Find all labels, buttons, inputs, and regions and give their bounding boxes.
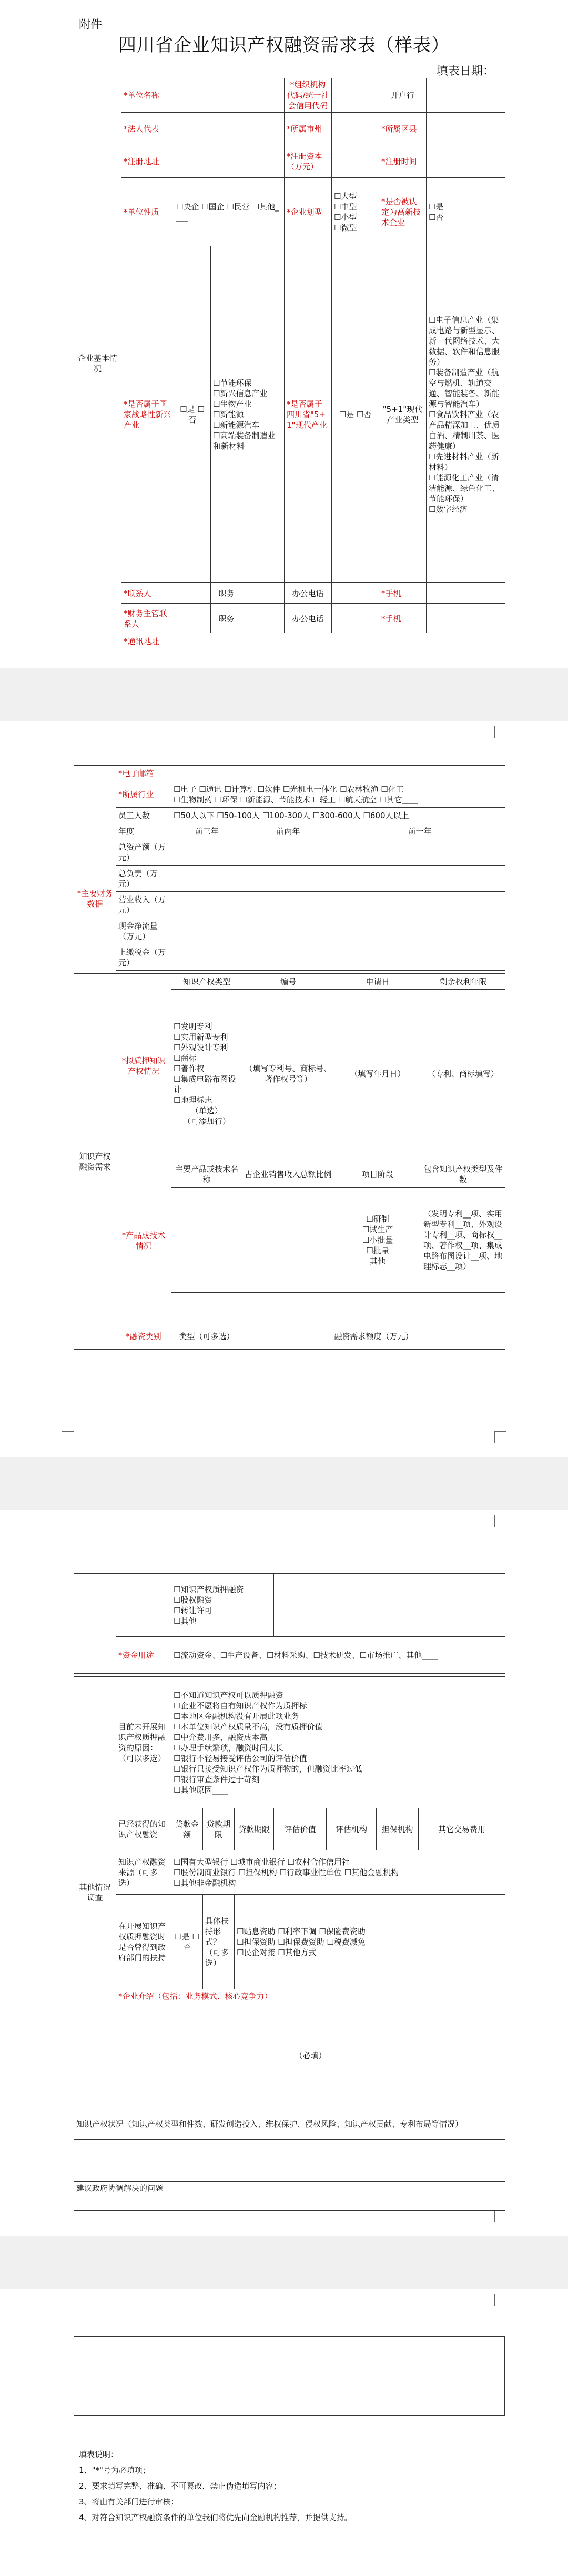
other-cost-head: 其它交易费用: [419, 1808, 505, 1850]
five-one-opt[interactable]: ☐能源化工产业（清洁能源、绿色化工、节能环保）: [429, 472, 500, 504]
year-2: 前两年: [242, 823, 334, 839]
high-tech-label: *是否被认定为高新技术企业: [379, 178, 427, 246]
five-one-label: *是否属于四川省"5+1"现代产业: [285, 246, 332, 583]
five-one-opt[interactable]: ☐装备制造产业（航空与燃机、轨道交通、智能装备、新能源与智能汽车）: [429, 367, 500, 409]
prod-ratio-head: 占企业销售收入总额比例: [242, 1161, 334, 1188]
fin-row-label: 现金净流量（万元）: [116, 918, 171, 944]
contact-field[interactable]: [174, 583, 211, 604]
prod-cell[interactable]: [242, 1293, 334, 1306]
eval-price-head: 评估价值: [274, 1808, 327, 1850]
prod-stage-opt[interactable]: 其他: [369, 1256, 386, 1266]
reason-opt[interactable]: ☐中介费用多，融资成本高: [174, 1732, 268, 1742]
fin-cell[interactable]: [242, 944, 334, 971]
unit-name-label: *单位名称: [121, 78, 174, 113]
legal-rep-label: *法人代表: [121, 113, 174, 145]
support-opt-row[interactable]: ☐民企对接 ☐其他方式: [237, 1947, 317, 1957]
prod-cell[interactable]: [334, 1306, 421, 1320]
ip-date-hint[interactable]: （填写年月日）: [334, 990, 421, 1158]
industry-options[interactable]: [171, 781, 505, 808]
support-yes-no[interactable]: ☐是 ☐否: [171, 1895, 203, 1989]
product-label: *产品成技术情况: [116, 1161, 171, 1320]
pledge-type-opt[interactable]: ☐转让许可: [174, 1605, 212, 1615]
ip-type-note: （单选）: [190, 1105, 222, 1115]
instruction-item: 2、要求填写完整、准确、不可篡改，禁止伪造填写内容；: [79, 2481, 281, 2491]
ip-status-field[interactable]: [74, 2140, 505, 2182]
not-pledged-label: 目前未开展知识产权质押融资的原因：（可以多选）: [116, 1677, 171, 1808]
support-opt-row[interactable]: ☐担保资助 ☐担保费资助 ☐税费减免: [237, 1937, 366, 1947]
prod-name-head: 主要产品或技术名称: [171, 1161, 242, 1188]
finance-office-phone-field[interactable]: [332, 604, 379, 633]
prod-cell[interactable]: [334, 1293, 421, 1306]
ip-type-options[interactable]: [171, 990, 242, 1158]
blank-cell: [116, 1574, 171, 1637]
legal-rep-field[interactable]: [174, 113, 285, 145]
fin-row-label: 营业收入（万元）: [116, 892, 171, 918]
five-one-opt[interactable]: ☐食品饮料产业（农产品精深加工、优质白酒、精制川茶、医药健康）: [429, 409, 500, 451]
gov-issue-label: 建议政府协调解决的问题: [74, 2182, 505, 2195]
crop-mark: [62, 2294, 74, 2306]
support-opt-row[interactable]: ☐贴息资助 ☐利率下调 ☐保险费资助: [237, 1926, 366, 1936]
crop-mark: [62, 1515, 74, 1527]
prod-ip-hint[interactable]: （发明专利__项、实用新型专利__项、外观设计专利__项、商标权__项、著作权__项、集成电路布图设计__项、地理标志__项）: [421, 1188, 505, 1293]
scale-micro[interactable]: ☐微型: [334, 223, 357, 233]
fin-type-label: *融资类别: [116, 1323, 171, 1350]
intro-label: *企业介绍（包括：业务模式、核心竞争力）: [116, 1989, 505, 2003]
page-2: [0, 721, 568, 1457]
emerging-opt[interactable]: ☐生物产业: [213, 399, 252, 409]
pledge-type-opt[interactable]: ☐其他: [174, 1616, 197, 1626]
prod-stage-opt[interactable]: ☐研制: [366, 1214, 389, 1224]
reg-capital-field[interactable]: [332, 145, 379, 178]
org-code-label: *组织机构代码/统一社会信用代码: [285, 78, 332, 113]
ip-term-head: 剩余权利年限: [421, 974, 505, 990]
bank-field[interactable]: [427, 78, 505, 113]
usage-options[interactable]: ☐流动资金、☐生产设备、☐材料采购、☐技术研发、☐市场推广、其他____: [171, 1637, 505, 1674]
bank-label: 开户行: [379, 78, 427, 113]
ip-type-opt[interactable]: ☐著作权: [174, 1063, 205, 1073]
page-title: 四川省企业知识产权融资需求表（样表）: [118, 35, 450, 56]
emerging-opt[interactable]: ☐高端装备制造业和新材料: [213, 430, 276, 451]
crop-mark: [494, 2210, 506, 2222]
usage-label: *资金用途: [116, 1637, 171, 1674]
section-ip: 知识产权融资需求: [74, 974, 116, 1350]
five-one-opt[interactable]: ☐数字经济: [429, 504, 468, 514]
scale-small[interactable]: ☐小型: [334, 212, 357, 222]
loan-term-head: 贷款期限: [235, 1808, 274, 1850]
basic-info-table: [74, 78, 505, 649]
industry-label: *所属行业: [116, 781, 171, 808]
year-1: 前一年: [334, 823, 505, 839]
crop-mark: [494, 2294, 506, 2306]
support-form-label: 具体扶持形式？（可多选）: [203, 1895, 235, 1989]
guarantor-head: 担保机构: [377, 1808, 419, 1850]
unit-name-field[interactable]: [174, 78, 285, 113]
reason-opt[interactable]: ☐本地区金融机构没有开展此项业务: [174, 1711, 299, 1721]
instructions-head: 填表说明：: [79, 2450, 119, 2459]
fin-cell[interactable]: [242, 866, 334, 892]
support-label: 在开展知识产权质押融资时是否曾得到政府部门的扶持: [116, 1895, 171, 1989]
reason-opt[interactable]: ☐银行审查条件过于苛刻: [174, 1774, 260, 1784]
district-field[interactable]: [427, 113, 505, 145]
gov-issue-continued-field[interactable]: [74, 2337, 505, 2416]
ip-term-hint[interactable]: （专利、商标填写）: [421, 990, 505, 1158]
blank-cell: [74, 766, 116, 823]
fin-cell[interactable]: [242, 839, 334, 866]
blank-cell: [74, 1574, 116, 1674]
scale-medium[interactable]: ☐中型: [334, 202, 357, 212]
unit-nature-options[interactable]: ☐央企 ☐国企 ☐民营 ☐其他____: [174, 178, 285, 246]
pledge-type-opt[interactable]: ☐股权融资: [174, 1595, 212, 1605]
fin-cell[interactable]: [242, 918, 334, 944]
unit-nature-label: *单位性质: [121, 178, 174, 246]
instructions: [79, 2447, 500, 2525]
pledge-type-options[interactable]: [171, 1574, 274, 1637]
prod-stage-opt[interactable]: ☐小批量: [362, 1235, 393, 1245]
instruction-item: 3、将由有关部门进行审核；: [79, 2497, 179, 2507]
fin-cell[interactable]: [334, 866, 505, 892]
source-opt-row[interactable]: ☐其他非金融机构: [174, 1878, 236, 1888]
obtained-label: 已经获得的知识产权融资: [116, 1808, 171, 1850]
emerging-yes-no[interactable]: ☐是 ☐否: [174, 246, 211, 583]
org-code-field[interactable]: [332, 78, 379, 113]
city-field[interactable]: [332, 113, 379, 145]
ip-type-opt[interactable]: ☐商标: [174, 1053, 197, 1063]
emerging-opt[interactable]: ☐节能环保: [213, 378, 252, 388]
fin-amount-label: 融资需求额度（万元）: [242, 1323, 505, 1350]
prod-cell[interactable]: [421, 1306, 505, 1320]
reg-time-label: *注册时间: [379, 145, 427, 178]
reason-options[interactable]: [171, 1677, 505, 1808]
contact-duty-label: 职务: [211, 583, 242, 604]
emerging-opt[interactable]: ☐新能源汽车: [213, 420, 260, 430]
fin-cell[interactable]: [334, 944, 505, 971]
instruction-item: 4、对符合知识产权融资条件的单位我们将优先向金融机构推荐，并提供支持。: [79, 2513, 352, 2522]
emerging-label: *是否属于国家战略性新兴产业: [121, 246, 174, 583]
finance-mobile-field[interactable]: [427, 604, 505, 633]
fin-row-label: 上缴税金（万元）: [116, 944, 171, 971]
prod-stage-options[interactable]: [334, 1188, 421, 1293]
emerging-options[interactable]: [211, 246, 285, 583]
finance-ip-table: [74, 765, 505, 1350]
fin-cell[interactable]: [171, 866, 242, 892]
gov-issue-continued: [74, 2336, 505, 2416]
reason-opt[interactable]: ☐企业不愿将自有知识产权作为质押标: [174, 1700, 307, 1710]
ip-type-opt[interactable]: ☐发明专利: [174, 1021, 212, 1031]
ip-type-opt[interactable]: ☐集成电路布图设计: [174, 1074, 236, 1094]
prod-cell[interactable]: [171, 1306, 242, 1320]
loan-amount-head: 贷款期限: [203, 1808, 235, 1850]
ip-no-hint[interactable]: （填写专利号、商标号、著作权号等）: [242, 990, 334, 1158]
staff-options[interactable]: ☐50人以下 ☐50-100人 ☐100-300人 ☐300-600人 ☐600人以上: [171, 808, 505, 823]
other-info-table: [74, 1573, 505, 2211]
emerging-opt[interactable]: ☐新能源: [213, 409, 244, 419]
scale-large[interactable]: ☐大型: [334, 191, 357, 201]
email-field[interactable]: [171, 766, 505, 781]
section-other: 其他情况调查: [74, 1677, 116, 2108]
prod-stage-opt[interactable]: ☐批量: [366, 1245, 389, 1255]
crop-mark: [62, 2210, 74, 2222]
page-1: [0, 0, 568, 668]
fin-cell[interactable]: [171, 839, 242, 866]
high-tech-yes[interactable]: ☐是: [429, 202, 444, 212]
reason-opt[interactable]: ☐银行不轻易接受评估公司的评估价值: [174, 1753, 307, 1763]
contact-mobile-field[interactable]: [427, 583, 505, 604]
pledge-type-opt[interactable]: ☐知识产权质押融资: [174, 1584, 244, 1594]
prod-ratio-field[interactable]: [242, 1188, 334, 1293]
high-tech-no[interactable]: ☐否: [429, 212, 444, 222]
ip-type-head: 知识产权类型: [171, 974, 242, 990]
fin-row-label: 总资产额（万元）: [116, 839, 171, 866]
ip-no-head: 编号: [242, 974, 334, 990]
reason-opt[interactable]: ☐其他原因____: [174, 1785, 228, 1795]
section-finance: *主要财务数据: [74, 823, 116, 974]
finance-mobile-label: *手机: [379, 604, 427, 633]
page-3: [0, 1510, 568, 2236]
source-label: 知识产权融资来源（可多选）: [116, 1850, 171, 1895]
staff-label: 员工人数: [116, 808, 171, 823]
pledge-amount-field[interactable]: [274, 1574, 505, 1637]
five-one-options[interactable]: [427, 246, 505, 583]
finance-head-label: *财务主管联系人: [121, 604, 174, 633]
district-label: *所属区县: [379, 113, 427, 145]
reg-time-field[interactable]: [427, 145, 505, 178]
contact-label: *联系人: [121, 583, 174, 604]
finance-head-field[interactable]: [174, 604, 211, 633]
city-label: *所属市州: [285, 113, 332, 145]
reg-address-label: *注册地址: [121, 145, 174, 178]
reason-opt[interactable]: ☐本单位知识产权质量不高，没有质押价值: [174, 1722, 323, 1732]
finance-duty-field[interactable]: [242, 604, 285, 633]
emerging-opt[interactable]: ☐新兴信息产业: [213, 388, 268, 398]
prod-stage-head: 项目阶段: [334, 1161, 421, 1188]
fin-cell[interactable]: [334, 918, 505, 944]
industry-opts-row[interactable]: ☐电子 ☐通讯 ☐计算机 ☐软件 ☐光机电一体化 ☐农林牧渔 ☐化工: [174, 784, 404, 794]
fin-cell[interactable]: [334, 892, 505, 918]
five-one-type-label: "5+1"现代产业类型: [379, 246, 427, 583]
contact-duty-field[interactable]: [242, 583, 285, 604]
year-3: 前三年: [171, 823, 242, 839]
eval-org-head: 评估机构: [327, 1808, 377, 1850]
five-one-opt[interactable]: ☐先进材料产业（新材料）: [429, 451, 499, 472]
mail-address-field[interactable]: [174, 633, 505, 649]
source-options[interactable]: [171, 1850, 505, 1895]
scale-label: *企业划型: [285, 178, 332, 246]
crop-mark: [494, 726, 506, 738]
prod-cell[interactable]: [421, 1293, 505, 1306]
industry-opts-row[interactable]: ☐生物制药 ☐环保 ☐新能源、节能技术 ☐轻工 ☐航天航空 ☐其它____: [174, 794, 418, 804]
high-tech-options[interactable]: [427, 178, 505, 246]
ip-type-opt[interactable]: ☐地理标志: [174, 1095, 212, 1105]
contact-mobile-label: *手机: [379, 583, 427, 604]
instruction-item: 1、"*"号为必填项；: [79, 2466, 150, 2475]
ip-status-label: 知识产权状况（知识产权类型和件数、研发创造投入、维权保护、侵权风险、知识产权贡献、专利布局等情况）: [74, 2108, 505, 2140]
reason-opt[interactable]: ☐不知道知识产权可以质押融资: [174, 1690, 283, 1700]
prod-ip-head: 包含知识产权类型及件数: [421, 1161, 505, 1188]
fin-cell[interactable]: [242, 892, 334, 918]
prod-cell[interactable]: [242, 1306, 334, 1320]
reg-capital-label: *注册资本（万元）: [285, 145, 332, 178]
gov-issue-field[interactable]: [74, 2195, 505, 2211]
ip-date-head: 申请日: [334, 974, 421, 990]
prod-stage-opt[interactable]: ☐试生产: [362, 1224, 393, 1234]
finance-duty-label: 职务: [211, 604, 242, 633]
crop-mark: [62, 726, 74, 738]
crop-mark: [62, 1431, 74, 1443]
intro-field[interactable]: （必填）: [116, 2003, 505, 2108]
contact-office-phone-label: 办公电话: [285, 583, 332, 604]
fin-cell[interactable]: [334, 839, 505, 866]
five-one-yes-no[interactable]: ☐是 ☐否: [332, 246, 379, 583]
reason-opt[interactable]: ☐银行只接受知识产权作为质押物的，但融资比率过低: [174, 1764, 362, 1774]
prod-cell[interactable]: [171, 1293, 242, 1306]
fin-cell[interactable]: [171, 892, 242, 918]
ip-type-opt[interactable]: ☐实用新型专利: [174, 1032, 228, 1042]
support-options[interactable]: [235, 1895, 505, 1989]
reg-address-field[interactable]: [174, 145, 285, 178]
fin-cell[interactable]: [171, 918, 242, 944]
pledge-label: *拟质押知识产权情况: [116, 974, 171, 1158]
page-4: [0, 2289, 568, 2576]
crop-mark: [494, 1431, 506, 1443]
ip-type-note: （可添加行）: [182, 1116, 230, 1126]
fin-row-label: 总负责（万元）: [116, 866, 171, 892]
ip-type-opt[interactable]: ☐外观设计专利: [174, 1042, 228, 1052]
contact-office-phone-field[interactable]: [332, 583, 379, 604]
five-one-opt[interactable]: ☐电子信息产业（集成电路与新型显示、新一代网络技术、大数据、软件和信息服务）: [429, 315, 500, 367]
source-opt-row[interactable]: ☐国有大型银行 ☐城市商业银行 ☐农村合作信用社: [174, 1857, 350, 1867]
mail-address-label: *通讯地址: [121, 633, 174, 649]
fin-type-hint: 类型（可多选）: [171, 1323, 242, 1350]
loan-bank-head: 贷款金额: [171, 1808, 203, 1850]
section-basic: 企业基本情况: [74, 78, 121, 649]
crop-mark: [494, 1515, 506, 1527]
prod-name-field[interactable]: [171, 1188, 242, 1293]
source-opt-row[interactable]: ☐股份制商业银行 ☐担保机构 ☐行政事业性单位 ☐其他金融机构: [174, 1867, 399, 1877]
finance-office-phone-label: 办公电话: [285, 604, 332, 633]
attachment-label: 附件: [79, 18, 103, 32]
fin-cell[interactable]: [171, 944, 242, 971]
year-label: 年度: [116, 823, 171, 839]
email-label: *电子邮箱: [116, 766, 171, 781]
scale-options[interactable]: [332, 178, 379, 246]
fill-date-label: 填表日期：: [436, 65, 494, 78]
reason-opt[interactable]: ☐办理手续繁琐，融资时间太长: [174, 1743, 283, 1753]
